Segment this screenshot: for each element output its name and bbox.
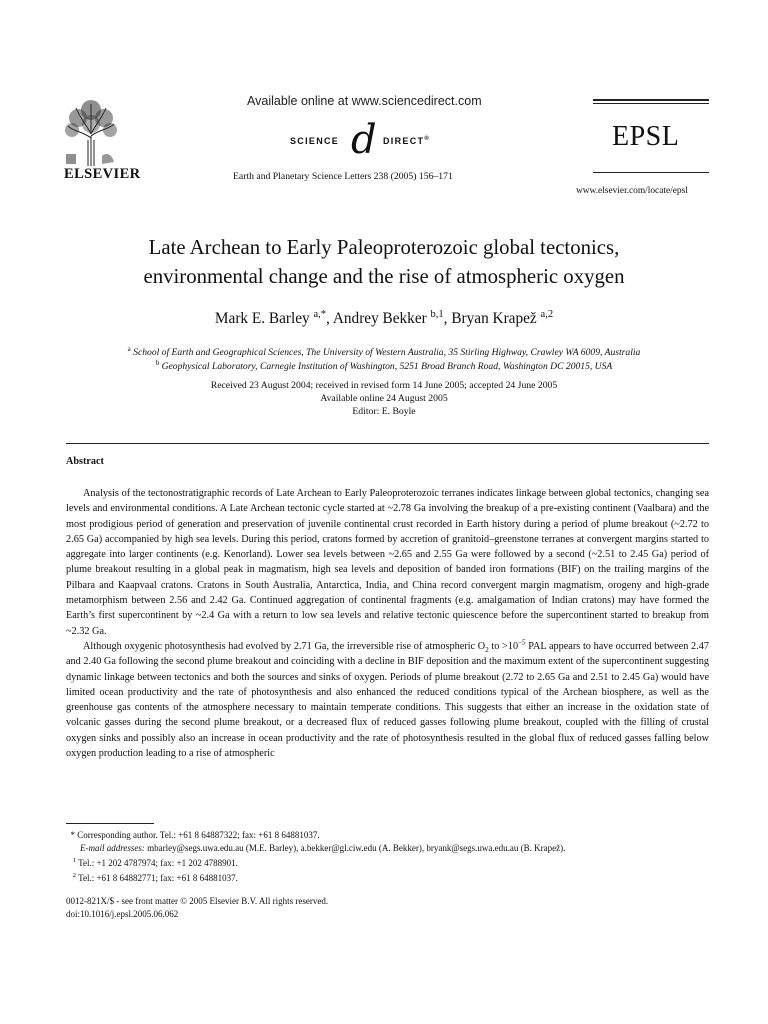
doi-link[interactable]: doi:10.1016/j.epsl.2005.06.062 — [66, 909, 179, 919]
sd-logo-science: SCIENCE — [290, 136, 340, 146]
affiliation: $^b$ Geophysical Laboratory, Carnegie Institution of Washington, 5251 Broad Branch Road, Washington DC 20015, USA — [155, 359, 613, 373]
author-name[interactable]: Bryan Krapež — [451, 310, 537, 328]
elsevier-tree-logo — [62, 96, 120, 168]
publisher-name: ELSEVIER — [64, 166, 141, 182]
editor: Editor: E. Boyle — [352, 406, 416, 417]
copyright-block — [66, 895, 328, 921]
journal-abbrev: EPSL — [612, 121, 680, 152]
title-line: environmental change and the rise of atmospheric oxygen — [143, 265, 625, 288]
available-date: Available online 24 August 2005 — [320, 393, 448, 404]
footnote-rule — [66, 823, 154, 824]
abstract-heading: Abstract — [66, 456, 104, 467]
footnote-2: $^2$ Tel.: +61 8 64882771; fax: +61 8 64881037. — [72, 871, 238, 883]
sciencedirect-logo[interactable] — [287, 117, 457, 163]
author-sup: a,* — [313, 309, 327, 320]
email-links[interactable]: mbarley@segs.uwa.edu.au (M.E. Barley), a.bekker@gl.ciw.edu (A. Bekker), bryank@segs.uwa.edu.au (B. Krapež). — [147, 842, 566, 853]
journal-citation: Earth and Planetary Science Letters 238 (2005) 156–171 — [233, 171, 453, 182]
header-rule — [593, 103, 709, 104]
author-sup: b,1 — [430, 309, 444, 320]
available-online-link[interactable]: Available online at www.sciencedirect.com — [247, 94, 482, 108]
author-name[interactable]: Andrey Bekker — [332, 310, 427, 328]
copyright-line: 0012-821X/$ - see front matter © 2005 Elsevier B.V. All rights reserved. — [66, 896, 329, 906]
footnotes — [66, 829, 709, 885]
title-line: Late Archean to Early Paleoproterozoic global tectonics, — [148, 236, 620, 259]
footnote-corresponding: * Corresponding author. Tel.: +61 8 64887322; fax: +61 8 64881037. — [70, 830, 320, 840]
article-dates — [40, 379, 728, 418]
abstract-body — [66, 486, 709, 761]
article-title — [40, 233, 728, 291]
sd-logo-direct: DIRECT® — [383, 136, 431, 146]
author-name[interactable]: Mark E. Barley — [214, 310, 310, 328]
affiliation: $^a$ School of Earth and Geographical Sciences, The University of Western Australia, 35 Stirling Highway, Crawley WA 6009, Australia — [127, 345, 641, 359]
footnote-emails: E-mail addresses: mbarley@segs.uwa.edu.au (M.E. Barley), a.bekker@gl.ciw.edu (A. Bekker), bryank@segs.uwa.edu.au (B. Krapež). — [80, 842, 566, 853]
sd-logo-at-icon: d — [351, 117, 377, 163]
header-rule — [593, 99, 709, 101]
author-sup: a,2 — [540, 309, 554, 320]
section-divider — [66, 443, 709, 444]
footnote-1: $^1$ Tel.: +1 202 4787974; fax: +1 202 4788901. — [72, 856, 238, 868]
header-rule — [593, 172, 709, 173]
abstract-paragraph: Analysis of the tectonostratigraphic records of Late Archean to Early Paleoproterozoic terranes indicates linkage between global tectonics, changing sea levels and environmental conditions. A Late Archean tectonic cycle started at ~2.78 Ga involving the breakup of a pre-existing continent (Vaalbara) and the most prodigious period of generation and preservation of juvenile continental crust recorded in Earth history during a period of plume breakout (~2.72 to 2.65 Ga) accompanied by high sea levels. During this period, cratons formed by accretion of granitoid–greenstone terranes at convergent margins started to aggregate into larger continents (e.g. Kenorland). Lower sea levels between ~2.65 and 2.55 Ga were followed by a second (~2.51 to 2.45 Ga) period of plume breakout resulting in a global peak in magmatism, high sea levels and deposition of banded iron formations (BIF) on the trailing margins of the Pilbara and Kaapvaal cratons. Cratons in South Australia, Antarctica, India, and China record convergent margin magmatism, orogeny and high-grade metamorphism between 2.56 and 2.42 Ga. Continued aggregation of continental fragments (e.g. amalgamation of Indian cratons) may have formed the Earth’s first supercontinent by ~2.4 Ga with a return to low sea levels and relative tectonic quiescence before the supercontinent started to breakup from ~2.32 Ga. — [66, 488, 709, 637]
author-list: Mark E. Barley $^{a,*}$, Andrey Bekker $^{b,1}$, Bryan Krapež $^{a,2}$ — [214, 309, 554, 328]
journal-url-link[interactable]: www.elsevier.com/locate/epsl — [576, 186, 688, 196]
abstract-paragraph: Although oxygenic photosynthesis had evolved by 2.71 Ga, the irreversible rise of atmospheric $O_2$ to $>10^{-5}$ PAL appears to have occurred between 2.47 and 2.40 Ga following the second plume breakout and coinciding with a decline in BIF deposition and the maximum extent of the supercontinent suggesting dynamic linkage between tectonics and both the sources and sinks of oxygen. Periods of plume breakout (2.72 to 2.65 Ga and 2.51 to 2.45 Ga) would have limited ocean productivity and the rate of photosynthesis and also enhanced the reduced conditions typical of the Archean biosphere, as well as the greenhouse gas contents of the atmosphere necessary to maintain temperate conditions. This suggests that either an increase in the oxidation state of volcanic gasses during the second plume breakout, or a decreased flux of reduced gasses following plume breakout, coupled with the filling of crustal oxygen sinks and possibly also an increase in ocean productivity and the rate of photosynthesis resulted in the global flux of reduced gasses falling below oxygen production leading to a rise of atmospheric — [66, 638, 709, 760]
received-dates: Received 23 August 2004; received in revised form 14 June 2005; accepted 24 June 2005 — [210, 380, 558, 391]
